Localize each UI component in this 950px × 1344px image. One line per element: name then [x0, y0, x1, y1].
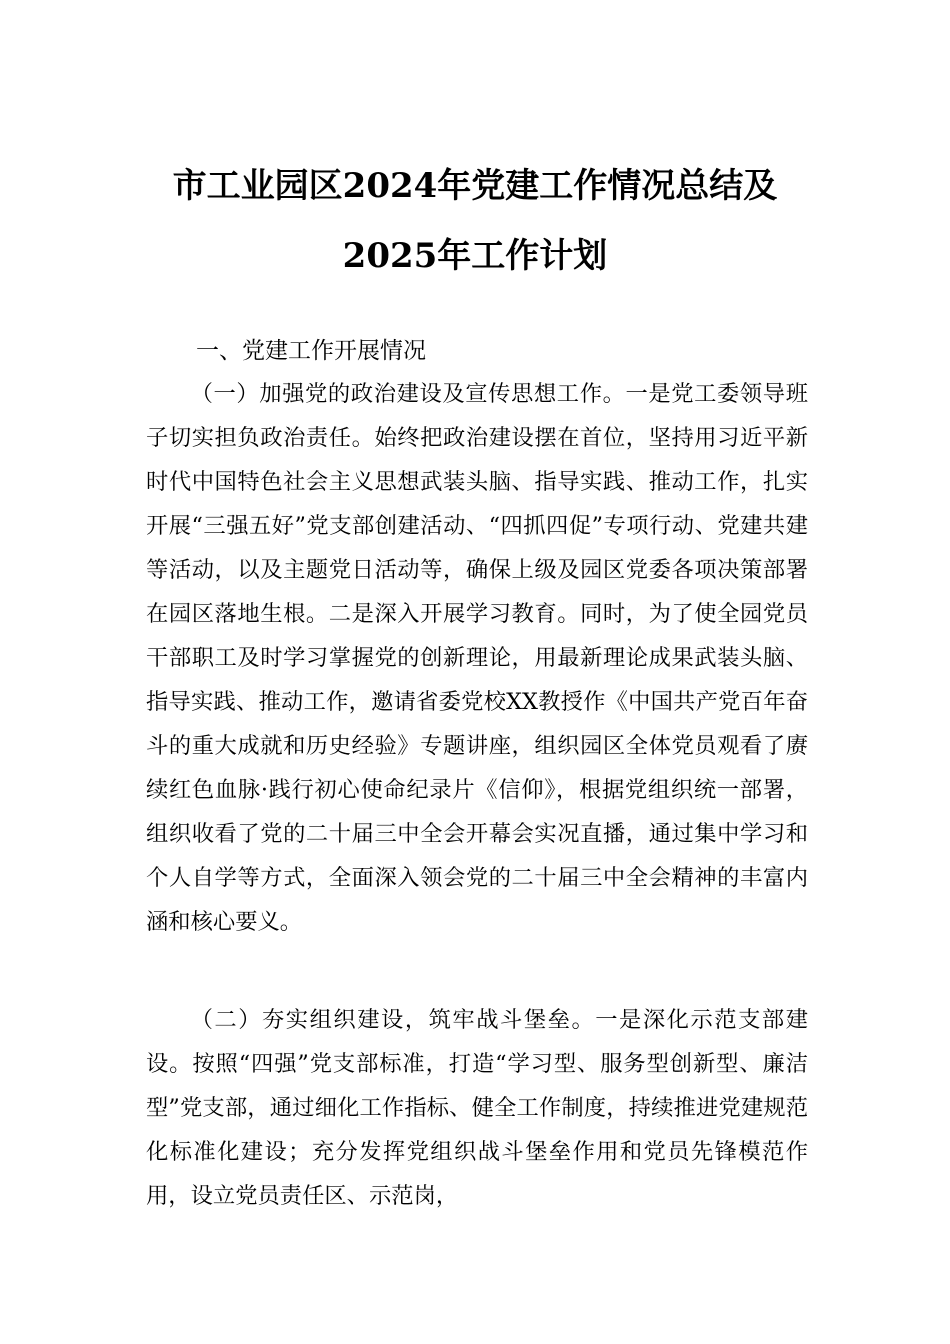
section-heading: 一、党建工作开展情况: [196, 338, 426, 364]
body-paragraph: （一）加强党的政治建设及宣传思想工作。一是党工委领导班子切实担负政治责任。始终把政治建设摆在首位，坚持用习近平新时代中国特色社会主义思想武装头脑、指导实践、推动工作，扎实开展“三强五好”党支部创建活动、“四抓四促”专项行动、党建共建等活动，以及主题党日活动等，确保上级及园区党委各项决策部署在园区落地生根。二是深入开展学习教育。同时，为了使全园党员干部职工及时学习掌握党的创新理论，用最新理论成果武装头脑、指导实践、推动工作，邀请省委党校XX教授作《中国共产党百年奋斗的重大成就和历史经验》专题讲座，组织园区全体党员观看了赓续红色血脉·践行初心使命纪录片《信仰》，根据党组织统一部署，组织收看了党的二十届三中全会开幕会实况直播，通过集中学习和个人自学等方式，全面深入领会党的二十届三中全会精神的丰富内涵和核心要义。: [146, 381, 808, 935]
document-title-line-1: 市工业园区2024年党建工作情况总结及: [172, 166, 778, 206]
document-title-line-2: 2025年工作计划: [342, 236, 608, 276]
body-paragraph: （二）夯实组织建设，筑牢战斗堡垒。一是深化示范支部建设。按照“四强”党支部标准，打造“学习型、服务型创新型、廉洁型”党支部，通过细化工作指标、健全工作制度，持续推进党建规范化标准化建设；充分发挥党组织战斗堡垒作用和党员先锋模范作用，设立党员责任区、示范岗，: [146, 1007, 808, 1209]
